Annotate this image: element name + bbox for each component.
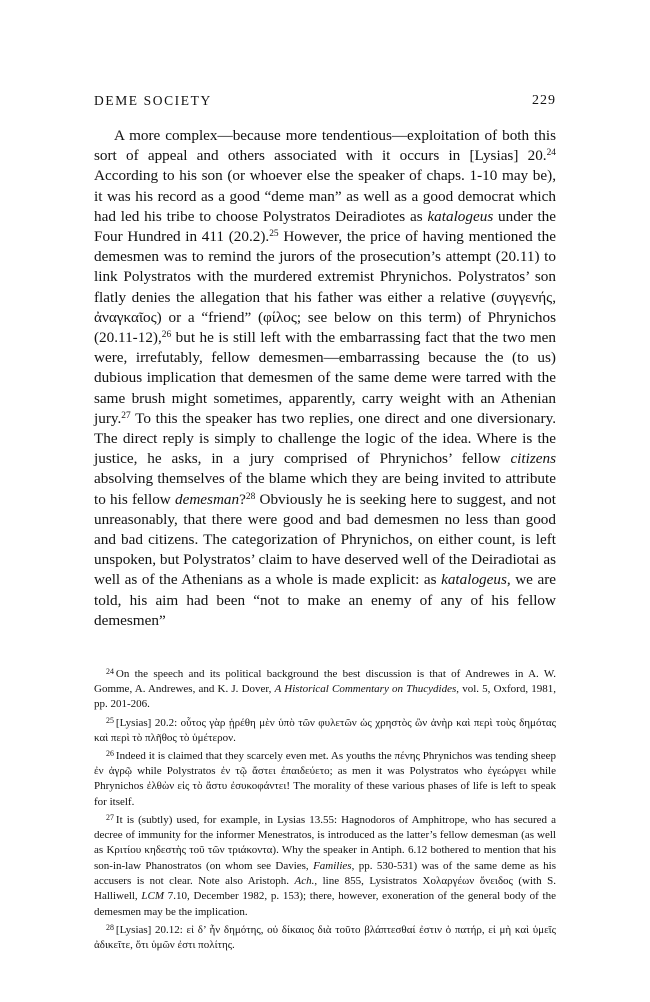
text-segment: However, the price of having mentioned the demesmen was to remind the jurors of the prosecution’s attempt (20.11) to link Polystratos with the murdered extremist Phrynichos. Polystratos’ son flatly denies the allegation that his father was either a relative (συγγενής, ἀναγκαῖος) or a “friend” (φίλος; see below on this term) of Phrynichos (20.11-12), [94, 228, 556, 347]
footnote-27 [94, 810, 556, 920]
footnote-ref: 24 [546, 148, 556, 159]
emphasis: citizens [510, 450, 556, 468]
running-header [94, 93, 556, 117]
footnote-28 [94, 920, 556, 953]
text-segment: Obviously he is seeking here to suggest, and not unreasonably, that there were good and bad demesmen no less than good and bad citizens. The categorization of Phrynichos, on either count, is left unspoken, but Polystratos’ claim to have deserved well of the Deiradiotai as well as of the Athenians as a whole is made explicit: as [94, 490, 556, 589]
footnote-ref: 27 [121, 410, 131, 421]
text-segment: , we are told, his aim had been “not to make an enemy of any of his fellow demesmen” [94, 571, 556, 629]
footnote-number: 28 [106, 922, 114, 932]
text-segment: To this the speaker has two replies, one direct and one diversionary. The direct reply is simply to challenge the logic of the idea. Where is the justice, he asks, in a jury comprised of Phrynichos’ fellow [94, 409, 556, 468]
emphasis: katalogeus [441, 571, 507, 589]
text-segment: but he is still left with the embarrassing fact that the two men were, irrefutably, fellow demesmen—embarrassing because the (to us) dubious implication that demesmen of the same deme were tarred with the same brush might sometimes, apparently, carry weight with an Athenian jury. [94, 329, 556, 427]
footnote-number: 24 [106, 667, 114, 676]
footnote-emphasis: A Historical Commentary on Thucydides [274, 683, 457, 696]
footnote-emphasis: Ach. [294, 874, 315, 887]
footnote-26 [94, 746, 556, 810]
text-segment: absolving themselves of the blame which they are being invited to attribute to his fellow [94, 470, 556, 508]
text-segment: under the Four Hundred in 411 (20.2). [94, 207, 556, 246]
footnote-text: , line 855, Lysistratos Χολαργέων ὄνειδος (with S. Halliwell, [94, 874, 556, 903]
emphasis: demesman [175, 490, 240, 508]
footnote-number: 25 [106, 715, 114, 725]
main-text [94, 126, 556, 631]
footnote-text: [Lysias] 20.2: οὗτος γὰρ ᾑρέθη μὲν ὑπὸ τῶν φυλετῶν ὡς χρηστὸς ὢν ἀνὴρ καὶ περὶ τοὺς δημότας καὶ περὶ τὸ πλῆθος τὸ ὑμέτερον. [94, 716, 556, 744]
footnote-text: On the speech and its political background the best discussion is that of Andrewes in A. W. Gomme, A. Andrewes, and K. J. Dover, [94, 667, 556, 696]
footnote-text: 7.10, December 1982, p. 153); there, however, exoneration of the general body of the demesmen may be the implication. [94, 890, 557, 918]
text-segment: According to his son (or whoever else the speaker of chaps. 1-10 may be), it was his record as a good “deme man” as well as a good democrat which had led his tribe to choose Polystratos Deiradiotes as [94, 167, 556, 225]
footnote-ref: 28 [245, 491, 256, 502]
emphasis: katalogeus [427, 207, 494, 225]
running-title: DEME SOCIETY [94, 93, 212, 108]
footnote-ref: 25 [269, 228, 279, 239]
footnote-emphasis: LCM [141, 890, 165, 903]
footnote-number: 27 [106, 812, 114, 822]
footnote-text: Indeed it is claimed that they scarcely even met. As youths the πένης Phrynichos was tending sheep ἐν ἀγρῷ while Polystratos ἐν τῷ ἄστει ἐπαιδεύετο; as men it was Polystratos who ἐγεώργει while Phrynichos ἐλθὼν εἰς τὸ ἄστυ ἐσυκοφάντει! The morality of these various phases of life is left to speak for itself. [94, 749, 556, 808]
page-number: 229 [532, 93, 556, 108]
body-paragraph [94, 126, 556, 631]
footnote-number: 26 [106, 749, 114, 759]
footnote-text: , vol. 5, Oxford, 1981, pp. 201-206. [94, 683, 557, 711]
footnote-text: It is (subtly) used, for example, in Lysias 13.55: Hagnodoros of Amphitrope, who has secured a decree of immunity for the informer Menestratos, is introduced as the latter’s fellow demesman (as well as Κριτίου κηδεστὴς τοῦ τῶν τριάκοντα). Why the speaker in Antiph. 6.12 bothered to mention that his son-in-law Phanostratos (on whom see Davies, [94, 813, 556, 872]
footnote-text: , pp. 530-531) was of the same deme as his accusers is not clear. Note also Aristoph. [94, 859, 556, 887]
footnote-emphasis: Families [313, 859, 352, 872]
footnote-24 [94, 664, 556, 713]
footnote-text: [Lysias] 20.12: εἰ δ’ ἦν δημότης, οὐ δίκαιος διὰ τοῦτο βλάπτεσθαί ἐστιν ὁ πατήρ, εἰ μὴ καὶ ὑμεῖς ἀδικεῖτε, ὅτι ὑμῶν ἐστι πολίτης. [94, 923, 556, 951]
footnote-25 [94, 713, 556, 746]
text-segment: A more complex—because more tendentious—exploitation of both this sort of appeal and others associated with it occurs in [Lysias] 20. [94, 127, 556, 165]
footnote-ref: 26 [161, 329, 172, 340]
footnotes [94, 664, 556, 953]
text-segment: ? [239, 490, 246, 508]
